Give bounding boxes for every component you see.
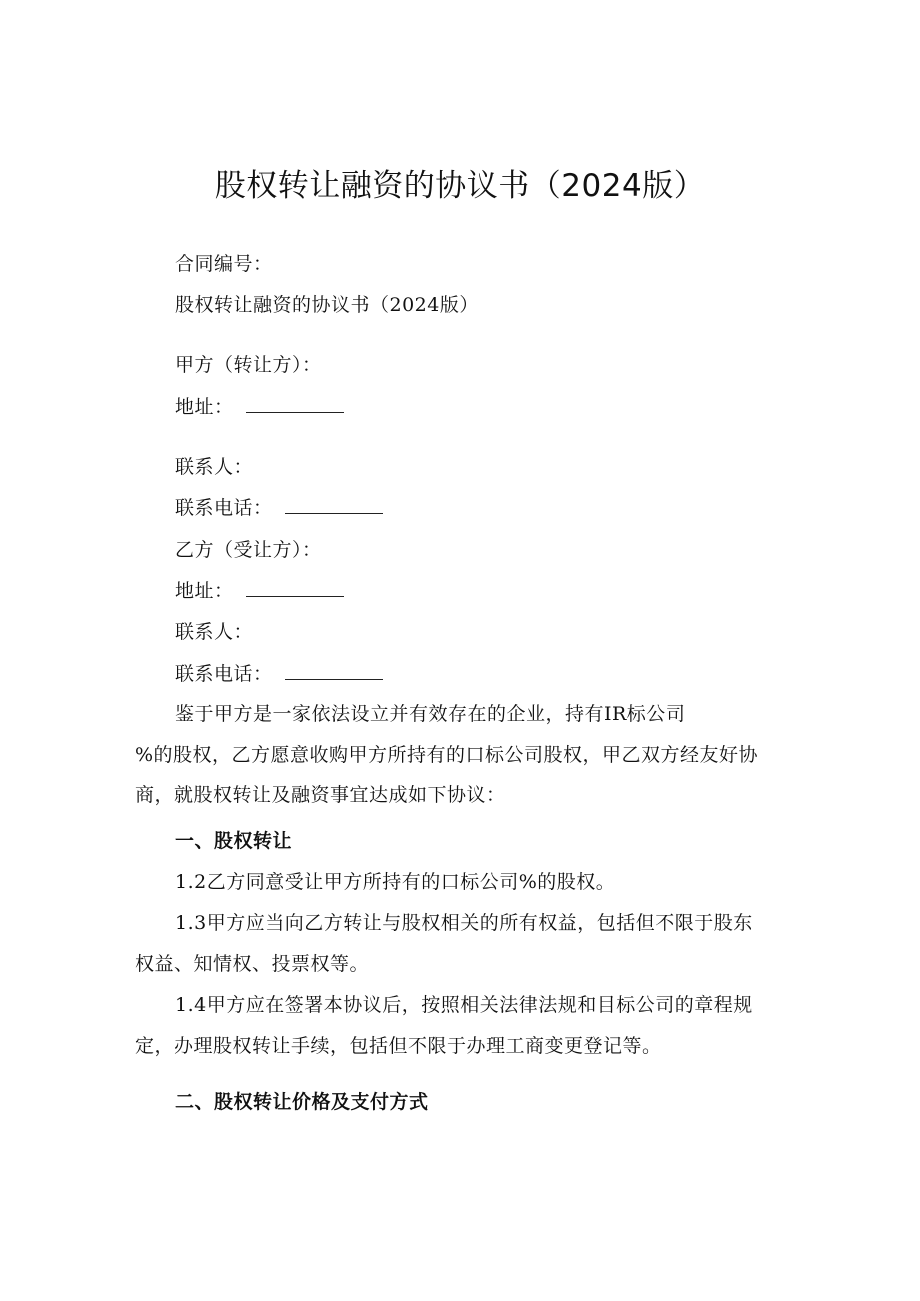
- party-b-heading: 乙方（受让方）：: [175, 539, 322, 561]
- party-b-phone-blank: [285, 664, 383, 680]
- preamble-line: 商，就股权转让及融资事宜达成如下协议：: [135, 784, 506, 806]
- preamble-paragraph: [135, 694, 785, 816]
- party-a-address-blank: [246, 397, 344, 413]
- party-a-phone-label: 联系电话：: [175, 497, 273, 519]
- party-b-address-label: 地址：: [175, 580, 234, 602]
- clause-1-4-line: 1.4甲方应在签署本协议后，按照相关法律法规和目标公司的章程规: [175, 994, 753, 1016]
- party-a-phone-row: [175, 496, 383, 520]
- party-b-address-row: [175, 579, 344, 603]
- clause-1-2: [135, 862, 785, 903]
- clause-1-4-line: 定，办理股权转让手续，包括但不限于办理工商变更登记等。: [135, 1034, 662, 1057]
- party-a-address-label: 地址：: [175, 396, 234, 418]
- party-b-contact-label: 联系人：: [175, 621, 254, 643]
- clause-1-3-line: 权益、知情权、投票权等。: [135, 952, 370, 975]
- document-subtitle: 股权转让融资的协议书（2024版）: [175, 294, 479, 316]
- contract-number-label: 合同编号：: [175, 253, 273, 275]
- clause-1-3: [135, 903, 785, 984]
- party-b-phone-row: [175, 662, 383, 686]
- clause-1-3-line: 1.3甲方应当向乙方转让与股权相关的所有权益，包括但不限于股东: [175, 912, 753, 934]
- party-b-address-blank: [246, 581, 344, 597]
- clause-1-4: [135, 985, 785, 1066]
- section-1-heading: 一、股权转让: [175, 830, 293, 852]
- party-a-phone-blank: [285, 498, 383, 514]
- section-2-heading: 二、股权转让价格及支付方式: [175, 1091, 429, 1113]
- party-a-contact-label: 联系人：: [175, 456, 254, 478]
- preamble-line: 鉴于甲方是一家依法设立并有效存在的企业，持有IR标公司: [175, 703, 686, 725]
- party-b-phone-label: 联系电话：: [175, 663, 273, 685]
- preamble-line: %的股权，乙方愿意收购甲方所持有的口标公司股权，甲乙双方经友好协: [135, 743, 759, 766]
- party-a-address-row: [175, 395, 344, 419]
- party-a-heading: 甲方（转让方）：: [175, 354, 322, 376]
- document-title: 股权转让融资的协议书（2024版）: [214, 168, 706, 204]
- clause-1-2-line: 1.2乙方同意受让甲方所持有的口标公司%的股权。: [175, 871, 616, 893]
